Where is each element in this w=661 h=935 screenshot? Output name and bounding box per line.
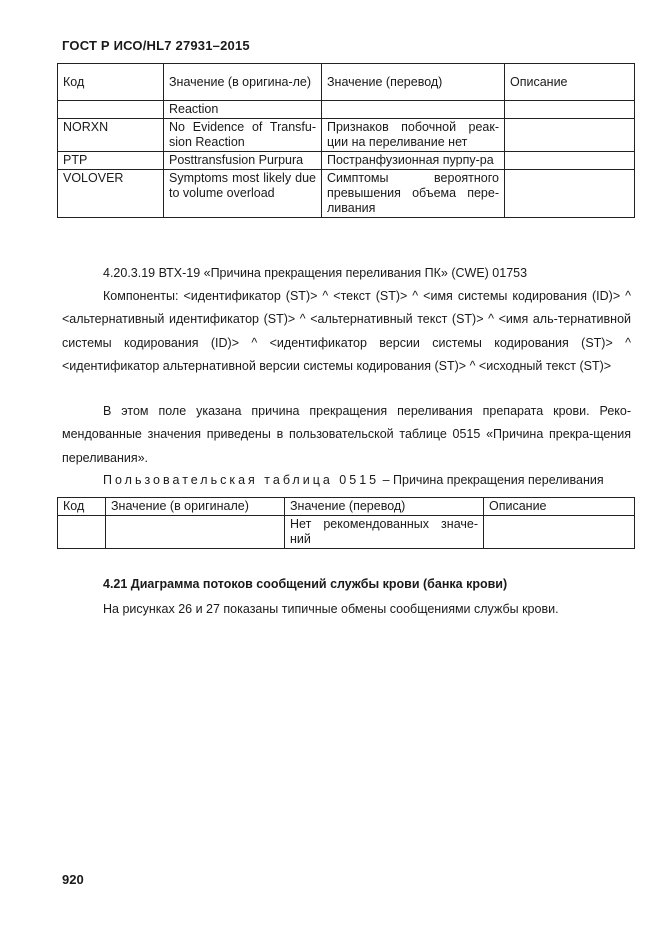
cell-original — [106, 516, 285, 549]
table-caption — [62, 469, 631, 492]
cell-description — [505, 101, 635, 119]
table-row — [58, 516, 635, 549]
cell-original: No Evidence of Transfu-sion Reaction — [164, 119, 322, 152]
header-description: Описание — [505, 64, 635, 101]
cell-original: Posttransfusion Purpura — [164, 152, 322, 170]
section-text: На рисунках 26 и 27 показаны типичные обмены сообщениями службы крови. — [103, 602, 559, 616]
page-number: 920 — [62, 872, 84, 887]
cell-original: Reaction — [164, 101, 322, 119]
codes-table — [57, 63, 635, 218]
cell-code — [58, 516, 106, 549]
header-original: Значение (в оригина-ле) — [164, 64, 322, 101]
cell-code — [58, 101, 164, 119]
header-translation: Значение (перевод) — [322, 64, 505, 101]
header-translation: Значение (перевод) — [285, 498, 484, 516]
header-code: Код — [58, 498, 106, 516]
cell-translation — [322, 101, 505, 119]
cell-description — [505, 119, 635, 152]
table-row — [58, 170, 635, 218]
header-description: Описание — [484, 498, 635, 516]
table-caption-title: – Причина прекращения переливания — [379, 473, 604, 487]
header-code: Код — [58, 64, 164, 101]
section-heading: 4.21 Диаграмма потоков сообщений службы крови (банка крови) — [103, 577, 508, 591]
cell-description — [484, 516, 635, 549]
table-header-row — [58, 498, 635, 516]
cell-translation: Постранфузионная пурпу-ра — [322, 152, 505, 170]
components-paragraph: Компоненты: <идентификатор (ST)> ^ <текст (ST)> ^ <имя системы кодирования (ID)> ^ <альтернативный идентификатор (ST)> ^ <альтернативный текст (ST)> ^ <имя аль-тернативной системы кодирования (ID)> ^ <идентификатор версии системы кодирования (ST)> ^ <идентификатор альтернативной версии системы кодирования (ST)> ^ <исходный текст (ST)> — [62, 289, 631, 373]
cell-code: VOLOVER — [58, 170, 164, 218]
cell-translation: Признаков побочной реак-ции на переливание нет — [322, 119, 505, 152]
table-row — [58, 152, 635, 170]
table-row — [58, 119, 635, 152]
cell-translation: Симптомы вероятного превышения объема пере-ливания — [322, 170, 505, 218]
cell-code: NORXN — [58, 119, 164, 152]
user-table-0515 — [57, 497, 635, 549]
table-caption-label: Пользовательская таблица 0515 — [103, 473, 380, 487]
cell-original: Symptoms most likely due to volume overload — [164, 170, 322, 218]
description-paragraph: В этом поле указана причина прекращения переливания препарата крови. Реко-мендованные значения приведены в пользовательской таблице 0515 «Причина прекра-щения переливания». — [62, 404, 631, 465]
field-title: 4.20.3.19 ВТХ-19 «Причина прекращения переливания ПК» (CWE) 01753 — [103, 266, 528, 280]
cell-description — [505, 152, 635, 170]
header-original: Значение (в оригинале) — [106, 498, 285, 516]
cell-code: PTP — [58, 152, 164, 170]
cell-description — [505, 170, 635, 218]
table-row — [58, 101, 635, 119]
cell-translation: Нет рекомендованных значе-ний — [285, 516, 484, 549]
document-header: ГОСТ Р ИСО/HL7 27931–2015 — [62, 38, 250, 53]
table-header-row — [58, 64, 635, 101]
